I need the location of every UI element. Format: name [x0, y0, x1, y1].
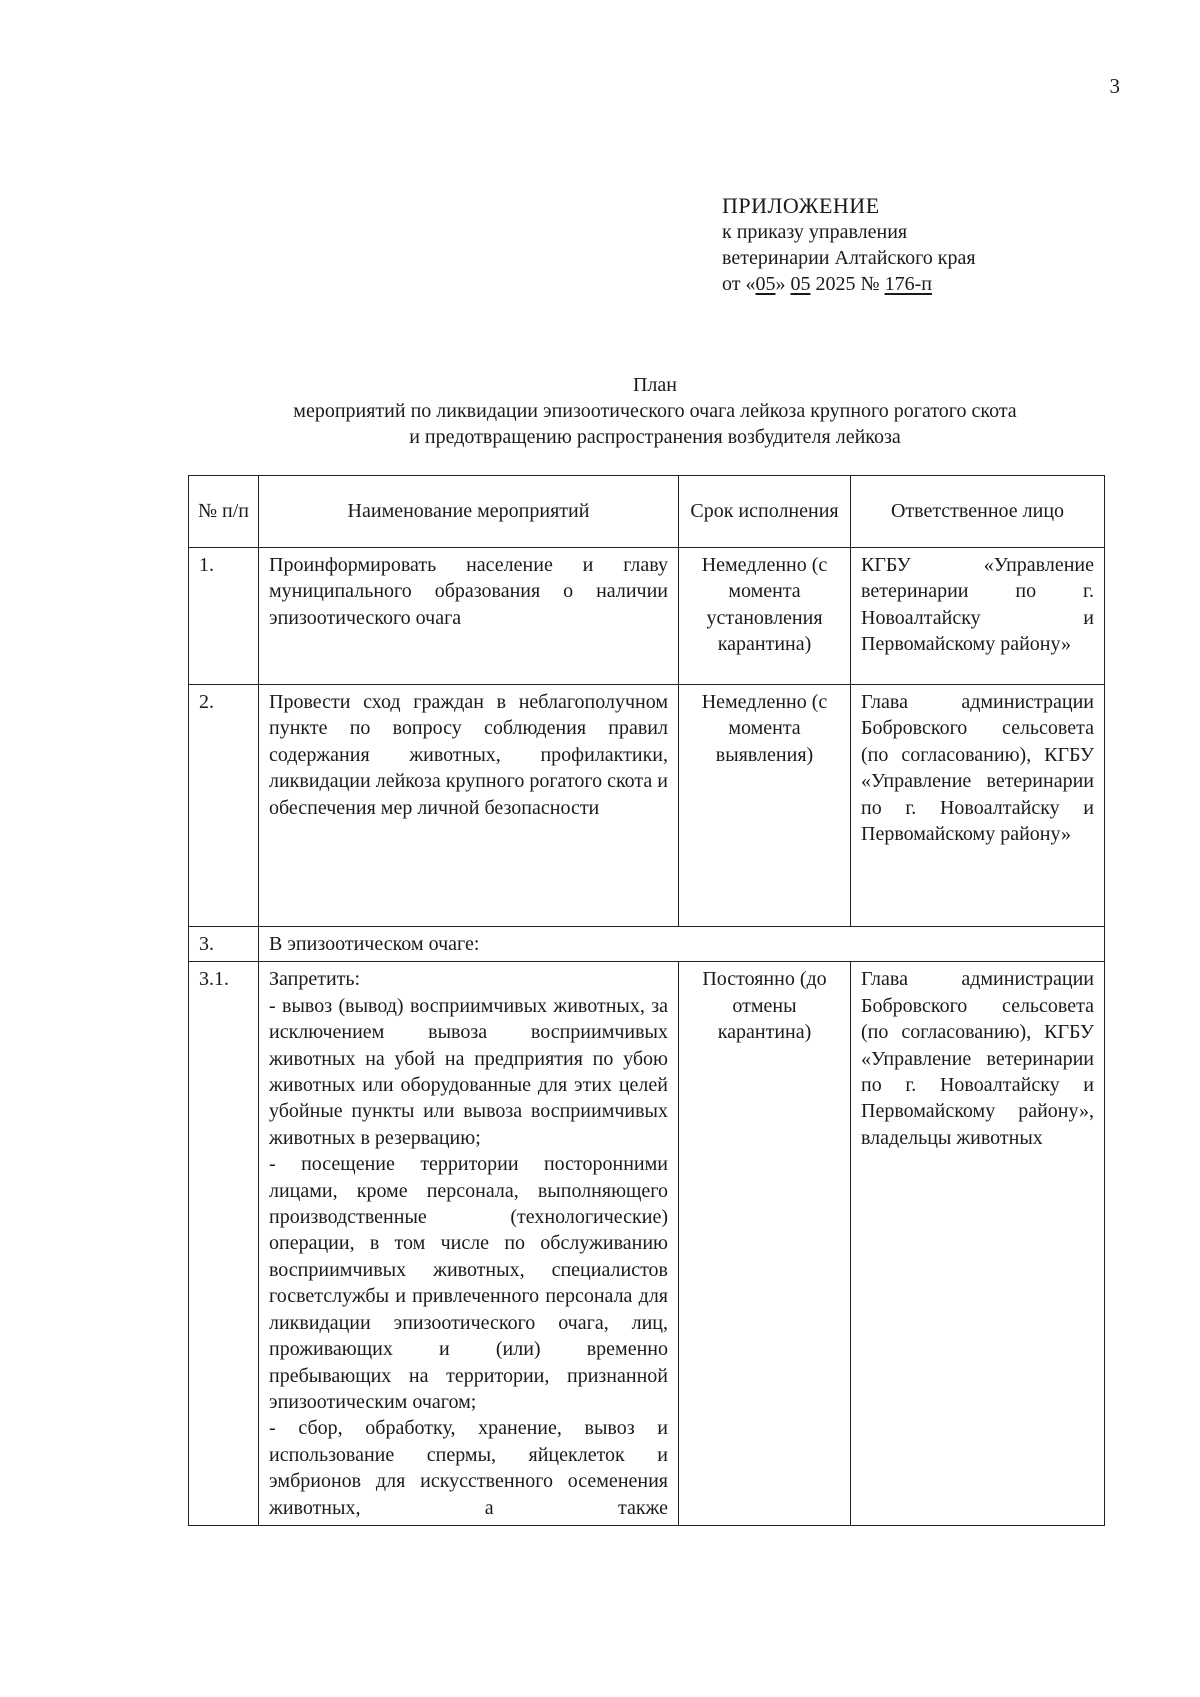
order-number: 176-п [884, 273, 932, 295]
header-term: Срок исполнения [679, 476, 851, 548]
appendix-date-line [722, 271, 1122, 297]
appendix-block [722, 193, 1122, 297]
table-row [189, 548, 1105, 685]
list-item: - посещение территории посторонними лицами, кроме персонала, выполняющего производственные (технологические) операции, в том числе по обслуживанию восприимчивых животных, специалистов госветслужбы и привлеченного персонала для ликвидации эпизоотического очага, лиц, проживающих и (или) временно пребывающих на территории, признанной эпизоотическим очагом; [269, 1153, 668, 1413]
list-item: - вывоз (вывод) восприимчивых животных, за исключением вывоза восприимчивых животных на убой на предприятия по убою животных или оборудованные для этих целей убойные пункты или вывоза восприимчивых животных в резервацию; [269, 994, 668, 1149]
order-month: 05 [790, 273, 811, 295]
row-num: 3.1. [189, 962, 259, 1526]
section-title: В эпизоотическом очаге: [259, 927, 1105, 962]
plan-title-line-2: мероприятий по ликвидации эпизоотического очага лейкоза крупного рогатого скота [293, 400, 1017, 422]
date-prefix: от « [722, 273, 756, 295]
table-row [189, 962, 1105, 1526]
header-num: № п/п [189, 476, 259, 548]
table-header-row [189, 476, 1105, 548]
row-term: Немедленно (с момента установления карантина) [679, 548, 851, 685]
list-item: - сбор, обработку, хранение, вывоз и использование спермы, яйцеклеток и эмбрионов для искусственного осеменения животных, а также [269, 1417, 668, 1519]
row-responsible: КГБУ «Управление ветеринарии по г. Новоалтайску и Первомайскому району» [851, 548, 1105, 685]
table-row [189, 685, 1105, 927]
page-number: 3 [1109, 74, 1120, 98]
measures-table [188, 475, 1105, 1526]
row-num: 3. [189, 927, 259, 962]
row-name: Провести сход граждан в неблагополучном пункте по вопросу соблюдения правил содержания животных, профилактики, ликвидации лейкоза крупного рогатого скота и обеспечения мер личной безопасности [259, 685, 679, 927]
row-term: Немедленно (с момента выявления) [679, 685, 851, 927]
row-name-heading: Запретить: [269, 968, 361, 991]
table-section-row [189, 927, 1105, 962]
order-day: 05 [755, 273, 776, 295]
row-name [259, 962, 679, 1526]
year-and-number-label: 2025 № [810, 273, 885, 295]
appendix-line-2: ветеринарии Алтайского края [722, 247, 976, 269]
row-responsible: Глава администрации Бобровского сельсовета (по согласованию), КГБУ «Управление ветеринарии по г. Новоалтайску и Первомайскому району», владельцы животных [851, 962, 1105, 1526]
header-responsible: Ответственное лицо [851, 476, 1105, 548]
row-num: 2. [189, 685, 259, 927]
row-term: Постоянно (до отмены карантина) [679, 962, 851, 1526]
row-num: 1. [189, 548, 259, 685]
appendix-heading: ПРИЛОЖЕНИЕ [722, 193, 880, 218]
header-name: Наименование мероприятий [259, 476, 679, 548]
plan-title [180, 372, 1130, 450]
row-responsible: Глава администрации Бобровского сельсовета (по согласованию), КГБУ «Управление ветеринарии по г. Новоалтайску и Первомайскому району» [851, 685, 1105, 927]
plan-title-line-3: и предотвращению распространения возбудителя лейкоза [409, 426, 901, 448]
row-name: Проинформировать население и главу муниципального образования о наличии эпизоотического очага [259, 548, 679, 685]
appendix-line-1: к приказу управления [722, 221, 908, 243]
plan-title-line-1: План [632, 374, 677, 396]
date-mid: » [775, 273, 791, 295]
